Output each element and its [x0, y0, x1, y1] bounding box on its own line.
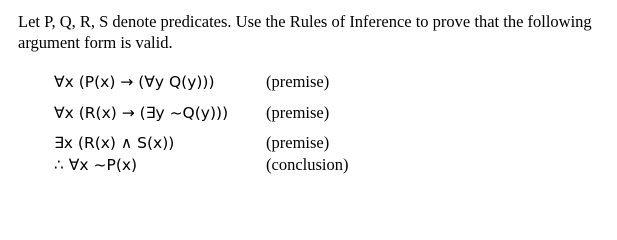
problem-statement: Let P, Q, R, S denote predicates. Use the Rules of Inference to prove that the following argument form is valid.	[18, 12, 592, 52]
premise-1-formula: ∀x (P(x) → (∀y Q(y)))	[54, 73, 215, 91]
premise-2-label: (premise)	[266, 103, 330, 122]
premise-1-row	[54, 70, 384, 96]
premise-2-row	[54, 101, 384, 127]
premise-3-label: (premise)	[266, 133, 330, 152]
premise-1-label: (premise)	[266, 72, 330, 91]
premise-3-formula: ∃x (R(x) ∧ S(x))	[54, 134, 175, 152]
conclusion-formula: ∴ ∀x ~P(x)	[54, 156, 138, 174]
conclusion-label: (conclusion)	[266, 155, 349, 174]
conclusion-row	[54, 153, 384, 179]
premise-2-formula: ∀x (R(x) → (∃y ~Q(y)))	[54, 104, 229, 122]
